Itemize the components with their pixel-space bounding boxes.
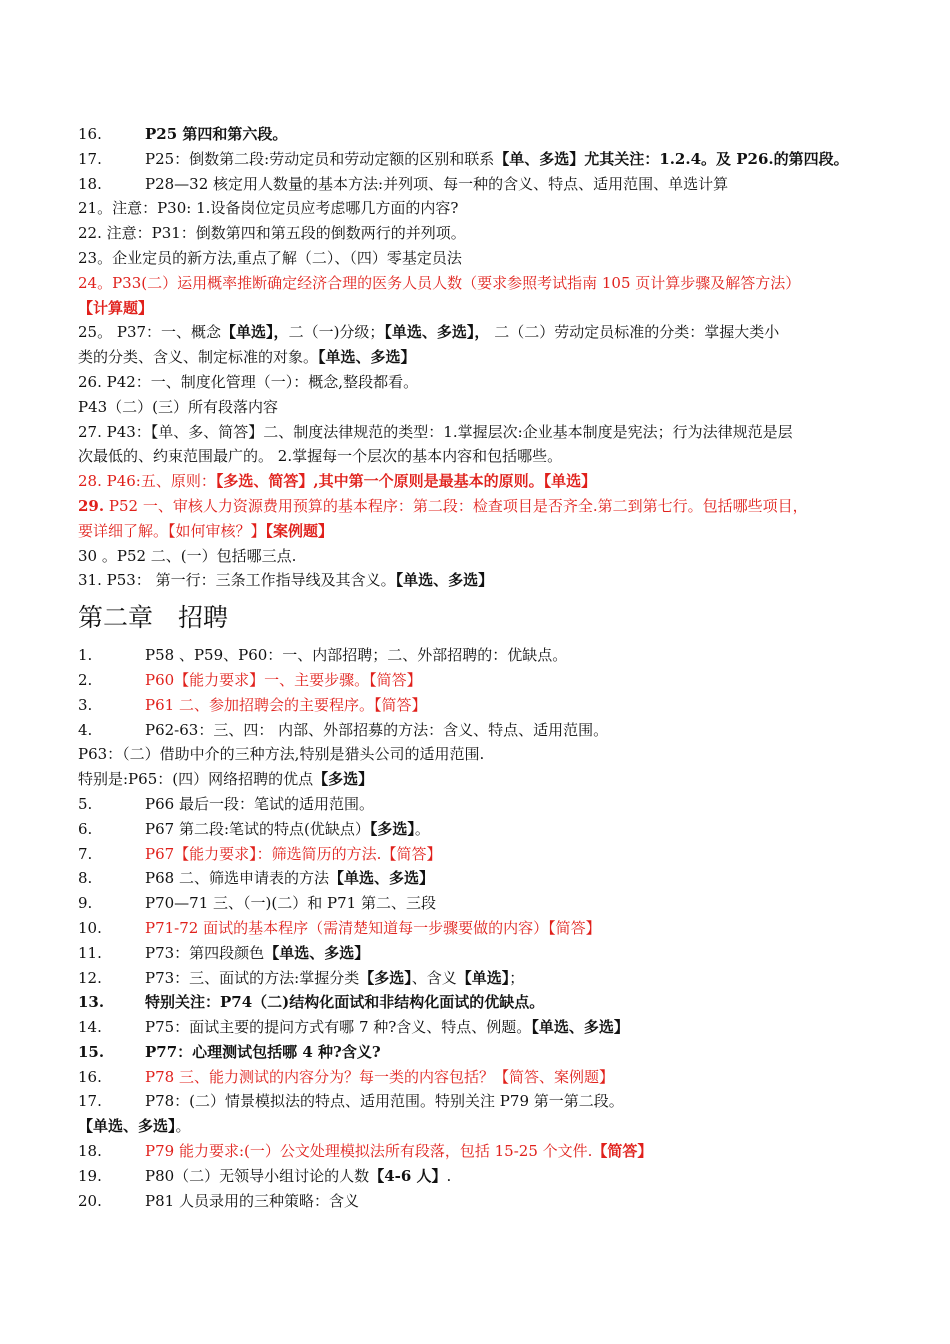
item-text: P61 二、参加招聘会的主要程序。【简答】 [145,695,427,714]
list-item [78,767,890,792]
item-text-segment: 【案例题】 [265,521,334,540]
list-item [78,221,890,246]
list-item [78,320,890,345]
item-text: P78 三、能力测试的内容分为？每一类的内容包括？【简答、案例题】 [145,1067,614,1086]
item-text: 23。企业定员的新方法,重点了解（二）、（四）零基定员法 [78,248,462,267]
item-text-segment: P73：三、面试的方法:掌握分类 [145,968,360,987]
item-text: 【计算题】 [78,298,154,317]
list-item [78,568,890,593]
item-text-segment: 要详细了解。【如何审核？】 [78,521,266,540]
item-number: 17. [78,149,102,168]
item-text-segment: 【多选】 [313,770,374,789]
item-number: 17. [78,1092,102,1111]
list-item [78,1139,890,1164]
item-text-segment: 【多选、简答】,其中第一个原则是最基本的原则。【单选】 [215,472,597,491]
item-text-segment: 【简答】 [592,1142,653,1161]
item-number: 16. [78,125,102,143]
item-text: P43（二）(三）所有段落内容 [78,397,279,416]
item-text-segment: P68 二、筛选申请表的方法 [145,869,329,888]
item-number: 13. [78,993,105,1012]
item-number: 1. [78,646,93,665]
item-text-segment: P52 一、审核人力资源费用预算的基本程序：第二段：检查项目是否齐全.第二到第七行。包括哪些项目， [104,496,808,515]
item-text-segment: P25：倒数第二段:劳动定员和劳动定额的区别和联系 [145,149,495,168]
list-item [78,891,890,916]
list-item [78,246,890,271]
item-number: 20. [78,1191,102,1210]
list-item [78,370,890,395]
item-text-segment: 【4-6 人】 [369,1166,447,1185]
list-item [78,1114,890,1139]
list-item [78,1089,890,1114]
list-item [78,271,890,296]
item-text: 22. 注意：P31：倒数第四和第五段的倒数两行的并列项。 [78,224,466,243]
item-number: 12. [78,968,102,987]
item-text-segment: 类的分类、含义、制定标准的对象。 [78,348,319,367]
item-number: 8. [78,869,93,888]
item-text-segment: 【单选、多选】 [78,1117,176,1136]
list-item [78,1189,890,1214]
item-number: 16. [78,1067,102,1086]
list-item [78,544,890,569]
list-item [78,866,890,891]
item-text: P70—71 三、（一)(二）和 P71 第二、三段 [145,894,436,913]
item-number: 10. [78,918,102,937]
item-text-segment: 【单选】， [221,323,289,342]
item-text: 27. P43：【单、多、简答】二、制度法律规范的类型：1.掌握层次:企业基本制度是宪法；行为法律规范是层 [78,422,793,441]
item-text: P25 第四和第六段。 [145,125,288,143]
item-number: 18. [78,174,102,193]
list-item [78,1065,890,1090]
item-text: 26. P42：一、制度化管理（一）：概念,整段都看。 [78,372,419,391]
item-number: 11. [78,943,102,962]
item-text: 次最低的、约束范围最广的。 2.掌握每一个层次的基本内容和包括哪些。 [78,447,563,466]
list-item [78,519,890,544]
item-text-segment: 【多选】 [369,819,415,838]
item-number: 3. [78,695,93,714]
item-text: P60【能力要求】一、主要步骤。【简答】 [145,670,422,689]
item-number: 2. [78,670,93,689]
item-text: 21。注意：P30: 1.设备岗位定员应考虑哪几方面的内容? [78,199,459,218]
item-number: 15. [78,1042,105,1061]
item-text-segment: 。 [414,819,430,838]
item-text-segment: 【单选、多选】 [531,1018,629,1037]
item-text-segment: P79 能力要求:(一）公文处理模拟法所有段落，包括 15-25 个文件. [145,1142,593,1161]
item-text-segment: 【单选、多选】， [384,323,490,342]
list-item [78,1015,890,1040]
item-number: 19. [78,1166,102,1185]
list-item [78,1164,890,1189]
item-text-segment: P75：面试主要的提问方式有哪 7 种?含义、特点、例题。 [145,1018,532,1037]
list-item [78,494,890,519]
list-item [78,345,890,370]
list-item [78,668,890,693]
item-text: P81 人员录用的三种策略：含义 [145,1191,359,1210]
list-item [78,469,890,494]
item-text-segment: ； [509,968,525,987]
list-item [78,990,890,1015]
item-text-segment: 【单选、多选】 [395,571,494,590]
item-text-segment: 【多选】 [359,968,412,987]
item-text-segment: 【单、多选】尤其关注：1.2.4。及 P26.的第四段。 [494,149,849,168]
list-item [78,643,890,668]
item-text: P66 最后一段：笔试的适用范围。 [145,794,374,813]
item-text-segment: 25。 P37：一、概念 [78,323,222,342]
list-item [78,718,890,743]
list-item [78,147,890,172]
item-text: P71-72 面试的基本程序（需清楚知道每一步骤要做的内容）【简答】 [145,918,601,937]
item-text-segment: 【单选、多选】 [318,348,416,367]
item-text-segment: 31. P53： 第一行：三条工作指导线及其含义。 [78,571,396,590]
item-text-segment: 特别是:P65：(四）网络招聘的优点 [78,770,314,789]
chapter-title: 第二章 招聘 [78,603,229,633]
item-text: 特别关注：P74（二)结构化面试和非结构化面试的优缺点。 [145,993,545,1012]
item-text-segment: . [446,1166,452,1185]
item-text-segment: 【单选】 [456,968,510,987]
item-number: 7. [78,844,93,863]
list-item [78,122,890,147]
item-text: P77：心理测试包括哪 4 种?含义? [145,1042,381,1061]
item-number: 14. [78,1018,102,1037]
item-text-segment: P80（二）无领导小组讨论的人数 [145,1166,370,1185]
list-item [78,966,890,991]
item-text: P58 、P59、P60：一、内部招聘；二、外部招聘的：优缺点。 [145,646,568,665]
item-text-segment: P67 第二段:笔试的特点(优缺点） [145,819,370,838]
list-item [78,817,890,842]
item-text: 30 。P52 二、(一）包括哪三点. [78,546,297,565]
item-text: P28—32 核定用人数量的基本方法:并列项、每一种的含义、特点、适用范围、单选计算 [145,174,729,193]
item-text-segment: 29. [78,496,105,515]
list-item [78,742,890,767]
list-item [78,296,890,321]
list-item [78,196,890,221]
item-text: P63：（二）借助中介的三种方法,特别是猎头公司的适用范围. [78,745,485,764]
list-item [78,941,890,966]
section-chapter-two-notes [78,643,890,1213]
item-text-segment: 二（一)分级； [288,323,385,342]
list-item [78,1040,890,1065]
item-text-segment: 【单选、多选】 [328,869,434,888]
list-item [78,420,890,445]
list-item [78,444,890,469]
item-text-segment: 。 [175,1117,191,1136]
document-page [78,122,890,1213]
section-chapter-one-notes [78,122,890,593]
list-item [78,395,890,420]
item-text: 24。P33(二）运用概率推断确定经济合理的医务人员人数（要求参照考试指南 105 页计算步骤及解答方法） [78,273,801,292]
item-text-segment: 、含义 [411,968,457,987]
list-item [78,792,890,817]
item-text: P67【能力要求】：筛选简历的方法.【简答】 [145,844,442,863]
list-item [78,693,890,718]
item-text-segment: 【单选、多选】 [264,943,370,962]
list-item [78,916,890,941]
item-text: P78：(二）情景模拟法的特点、适用范围。特别关注 P79 第一第二段。 [145,1092,624,1111]
item-number: 4. [78,720,93,739]
item-number: 18. [78,1142,102,1161]
item-number: 6. [78,819,93,838]
item-number: 9. [78,894,93,913]
item-number: 5. [78,794,93,813]
list-item [78,842,890,867]
list-item [78,172,890,197]
item-text-segment: 二（二）劳动定员标准的分类：掌握大类小 [489,323,780,342]
item-text: P62-63：三、四： 内部、外部招募的方法：含义、特点、适用范围。 [145,720,609,739]
item-text-segment: 28. P46:五、原则： [78,472,216,491]
item-text-segment: P73：第四段颜色 [145,943,265,962]
